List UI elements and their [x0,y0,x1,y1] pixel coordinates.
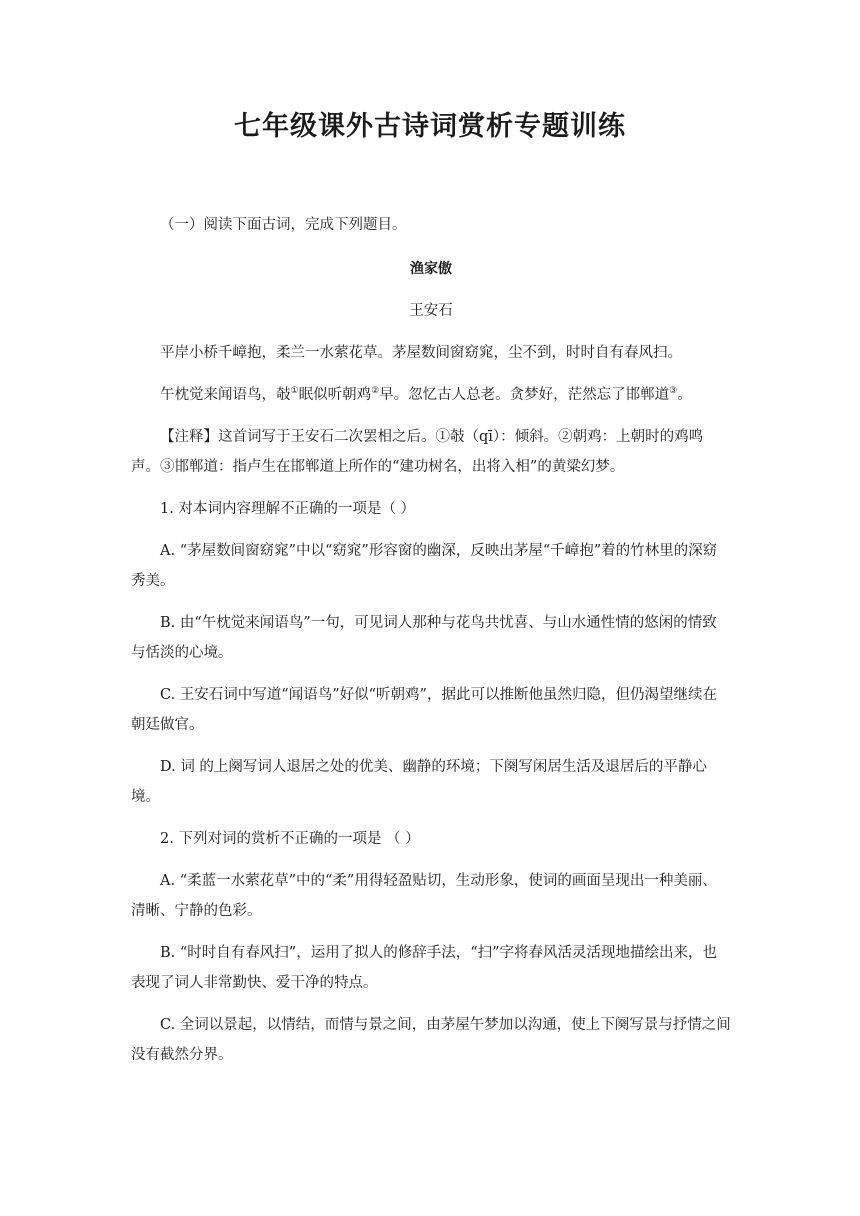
annotation-label: 【注释】 [160,429,218,445]
poem-author: 王安石 [409,303,453,319]
poem-line-2-c: 早。忽忆古人总老。贪梦好，茫然忘了邯郸道 [379,387,670,403]
poem-line-1: 平岸小桥千嶂抱，柔兰一水萦花草。茅屋数间窗窈窕，尘不到，时时自有春风扫。 [160,345,682,361]
footnote-mark-2: ② [371,386,380,397]
question-1-option-a: A. “茅屋数间窗窈窕”中以“窈窕”形容窗的幽深，反映出茅屋“千嶂抱”着的竹林里的深窈秀美。 [131,543,718,589]
poem-title: 渔家傲 [410,261,452,277]
annotation [131,422,731,482]
question-1-option-d: D. 词 的上阕写词人退居之处的优美、幽静的环境；下阕写闲居生活及退居后的平静心境。 [131,759,707,805]
question-1-option-c: C. 王安石词中写道“闻语鸟”好似“听朝鸡”，据此可以推断他虽然归隐，但仍渴望继续在朝廷做官。 [131,687,717,733]
poem-line-2-d: 。 [677,387,692,403]
question-1-option-b: B. 由“午枕觉来闻语鸟”一句，可见词人那种与花鸟共忧喜、与山水通性情的悠闲的情致与恬淡的心境。 [131,615,717,661]
footnote-mark-1: ① [290,386,299,397]
poem-line-2-b: 眠似听朝鸡 [298,387,372,403]
document-body [131,210,731,1070]
question-1-stem: 1. 对本词内容理解不正确的一项是（ ） [160,501,416,517]
footnote-mark-3: ③ [669,386,678,397]
section-heading: （一）阅读下面古词，完成下列题目。 [160,217,407,233]
annotation-text: 这首词写于王安石二次罢相之后。①攲（qī）：倾斜。②朝鸡：上朝时的鸡鸣声。③邯郸道：指卢生在邯郸道上所作的“建功树名，出将入相”的黄粱幻梦。 [131,429,704,475]
question-2-option-a: A. “柔蓝一水萦花草”中的“柔”用得轻盈贴切，生动形象，使词的画面呈现出一种美丽、清晰、宁静的色彩。 [131,873,717,919]
question-2-option-c: C. 全词以景起，以情结，而情与景之间，由茅屋午梦加以沟通，使上下阕写景与抒情之间没有截然分界。 [131,1017,731,1063]
question-2-option-b: B. “时时自有春风扫”，运用了拟人的修辞手法，“扫”字将春风活灵活现地描绘出来，也表现了词人非常勤快、爱干净的特点。 [131,945,718,991]
page-title: 七年级课外古诗词赏析专题训练 [234,111,626,142]
question-2-stem: 2. 下列对词的赏析不正确的一项是 （ ） [160,831,420,847]
poem-line-2 [131,380,731,410]
poem-line-2-a: 午枕觉来闻语鸟，攲 [160,387,291,403]
